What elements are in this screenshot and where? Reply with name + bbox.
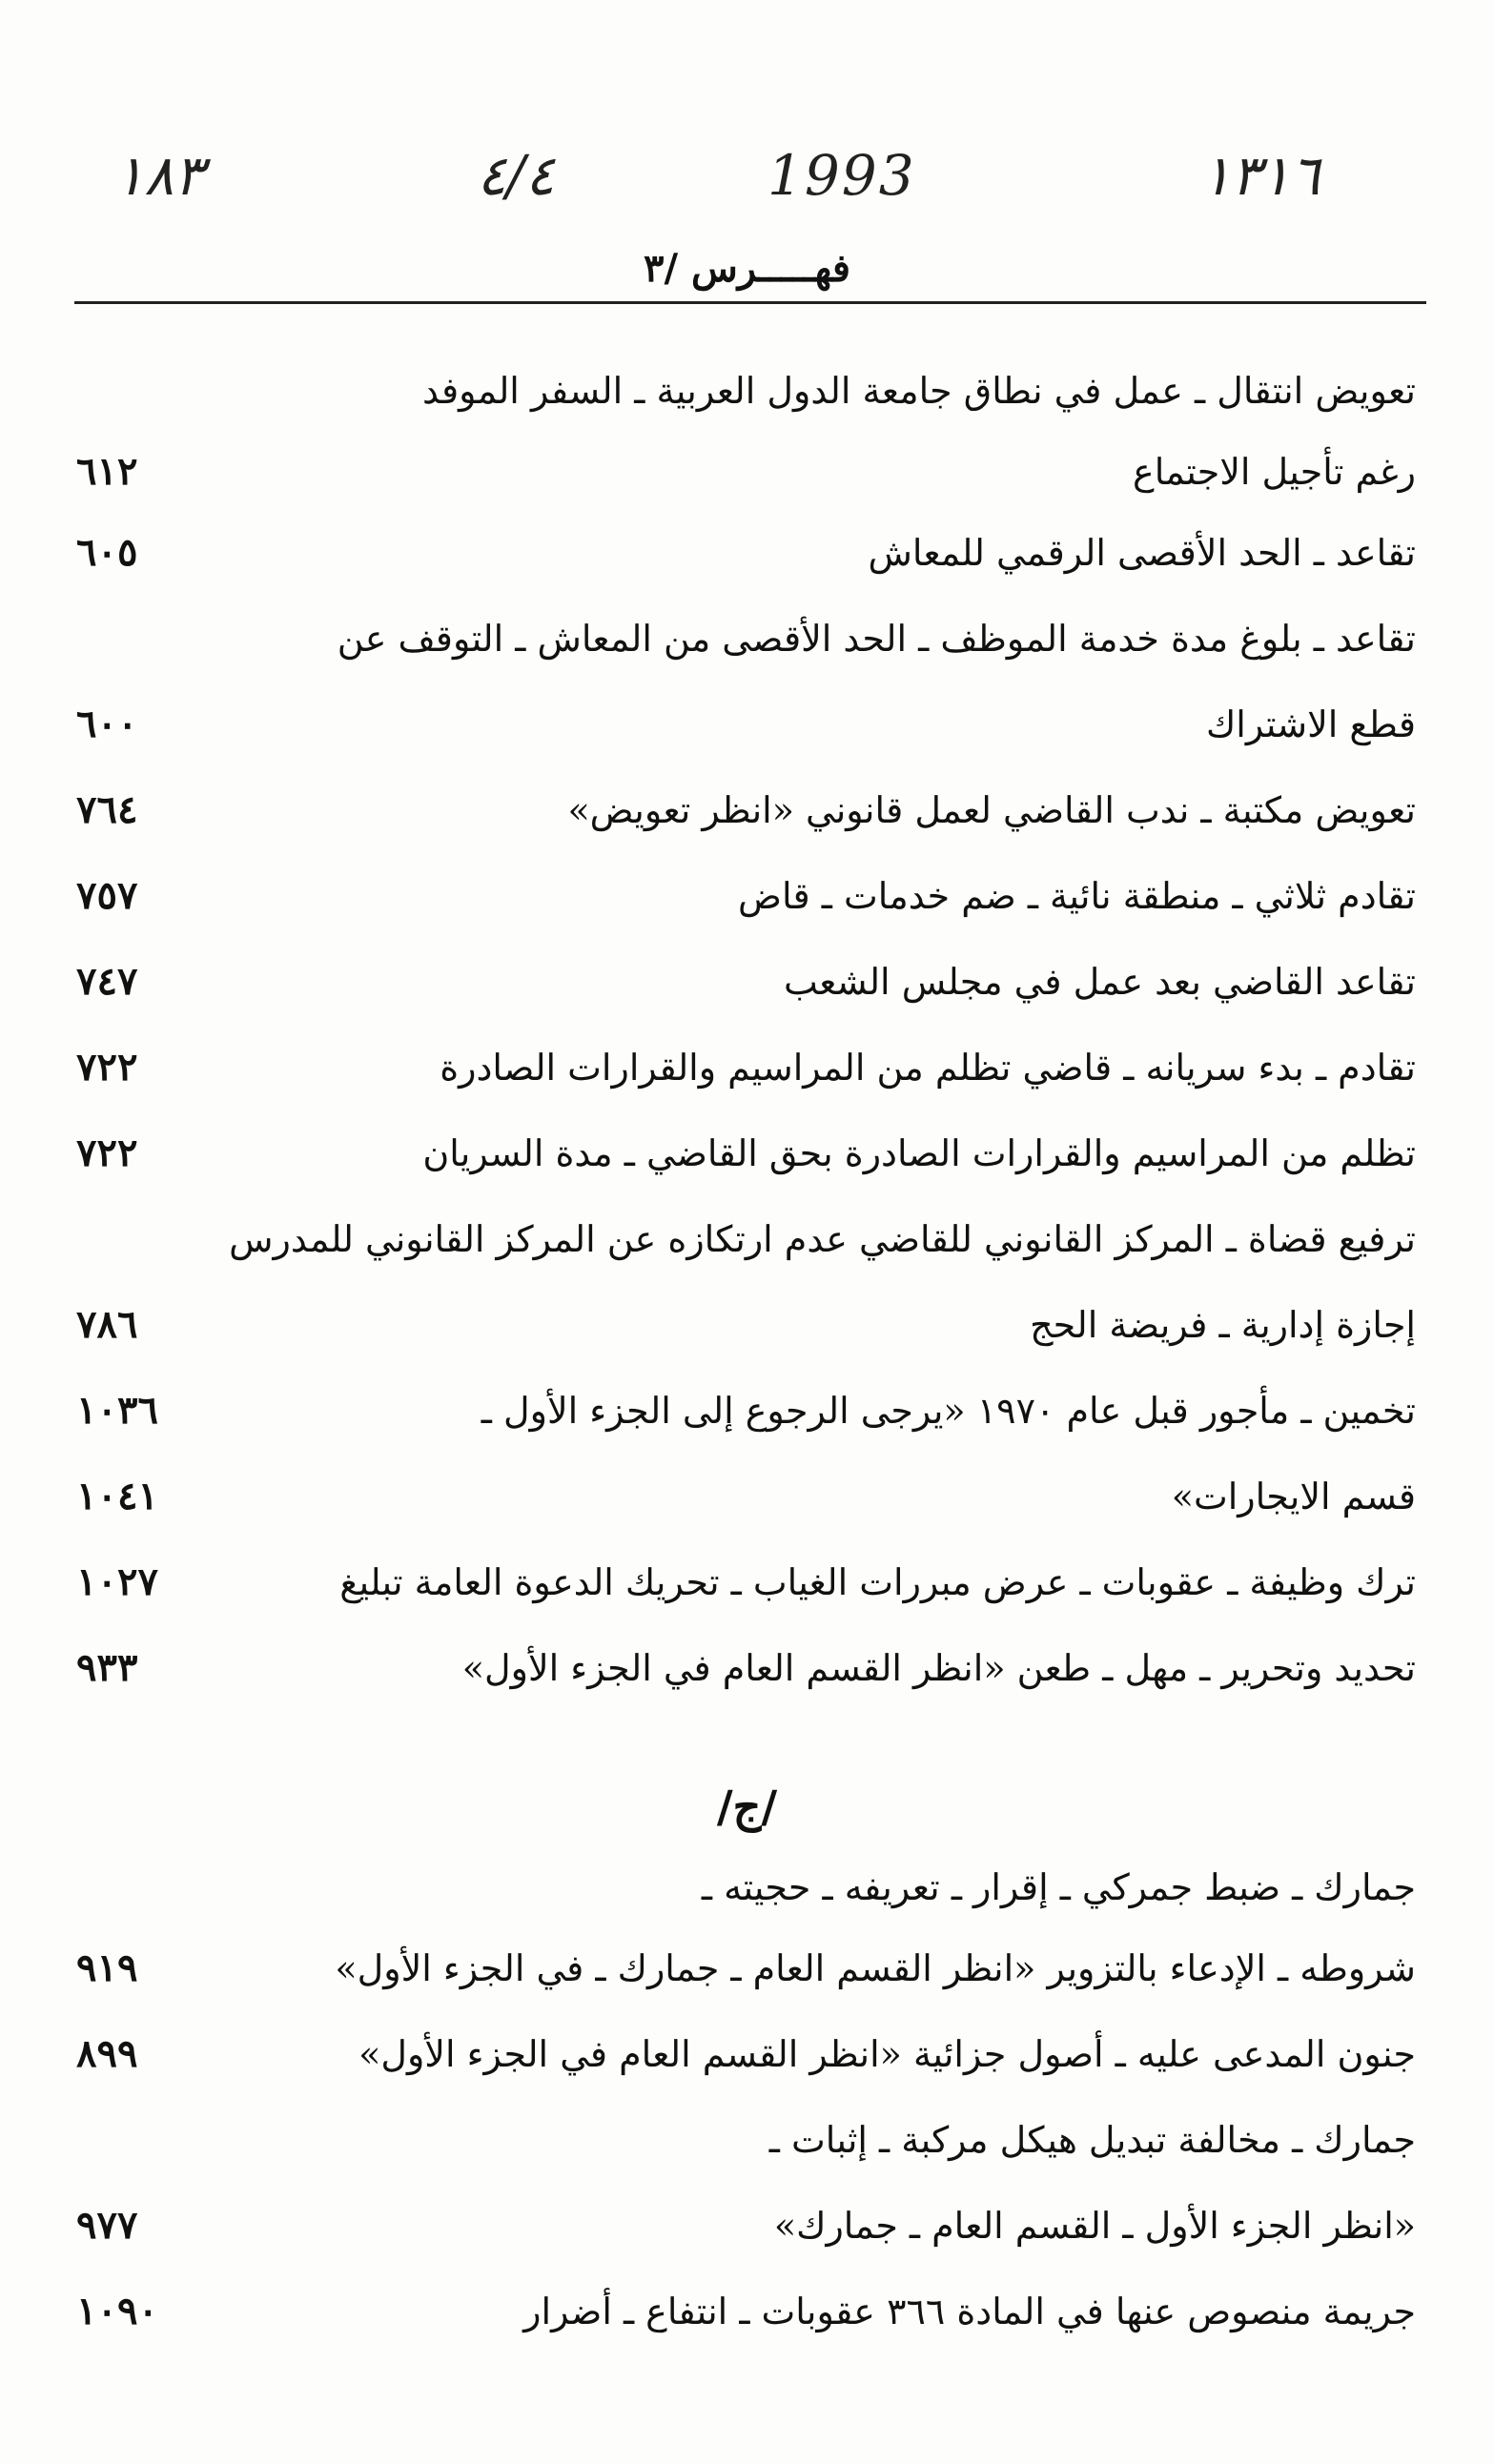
entry-text: تقاعد القاضي بعد عمل في مجلس الشعب [783, 961, 1416, 1003]
index-entry [0, 1635, 1494, 1701]
entry-page: ٨٩٩ [76, 2031, 138, 2076]
index-entry [0, 1292, 1494, 1358]
handwritten-note-year: 1993 [767, 143, 916, 208]
entry-page: ٧٨٦ [76, 1302, 138, 1347]
entry-page: ٧٢٢ [76, 1130, 138, 1175]
entry-text: قسم الايجارات» [1171, 1476, 1416, 1517]
index-entry [0, 519, 1494, 586]
handwritten-note-mid-left: ٤/٤ [477, 143, 555, 208]
index-entry [0, 2278, 1494, 2345]
entry-page: ٦١٢ [76, 449, 138, 494]
entry-text: جمارك ـ ضبط جمركي ـ إقرار ـ تعريفه ـ حجيته ـ [701, 1866, 1416, 1908]
entry-page: ٧٦٤ [76, 787, 138, 832]
entry-page: ٦٠٥ [76, 530, 138, 575]
index-entry [0, 1935, 1494, 2002]
index-entry [0, 1034, 1494, 1101]
handwritten-note-left: ١٨٣ [114, 143, 204, 208]
entry-text: تقادم ـ بدء سريانه ـ قاضي تظلم من المراسيم والقرارات الصادرة [440, 1047, 1416, 1089]
section-heading: /ج/ [716, 1781, 778, 1832]
entry-text: جمارك ـ مخالفة تبديل هيكل مركبة ـ إثبات ـ [768, 2119, 1416, 2161]
entry-text: تخمين ـ مأجور قبل عام ١٩٧٠ «يرجى الرجوع إلى الجزء الأول ـ [481, 1390, 1416, 1432]
index-entry [0, 691, 1494, 758]
entry-text: تعويض مكتبة ـ ندب القاضي لعمل قانوني «انظر تعويض» [567, 789, 1416, 831]
index-entry [0, 1206, 1494, 1273]
entry-page: ٩١٩ [76, 1945, 138, 1990]
entry-text: ترفيع قضاة ـ المركز القانوني للقاضي عدم ارتكازه عن المركز القانوني للمدرس [229, 1218, 1416, 1260]
entry-text: شروطه ـ الإدعاء بالتزوير «انظر القسم العام ـ جمارك ـ في الجزء الأول» [335, 1947, 1416, 1989]
entry-page: ١٠٤١ [76, 1474, 158, 1518]
entry-text: قطع الاشتراك [1205, 703, 1416, 745]
entry-text: تعويض انتقال ـ عمل في نطاق جامعة الدول العربية ـ السفر الموفد [422, 370, 1416, 412]
index-entry [0, 2192, 1494, 2259]
index-entry [0, 357, 1494, 424]
entry-page: ٧٤٧ [76, 959, 138, 1004]
entry-text: جريمة منصوص عنها في المادة ٣٦٦ عقوبات ـ انتفاع ـ أضرار [523, 2291, 1416, 2332]
entry-page: ١٠٩٠ [76, 2289, 158, 2333]
entry-text: إجازة إدارية ـ فريضة الحج [1030, 1304, 1416, 1346]
index-entry [0, 1463, 1494, 1530]
index-entry [0, 1549, 1494, 1616]
index-entry [0, 777, 1494, 844]
entry-text: «انظر الجزء الأول ـ القسم العام ـ جمارك» [773, 2205, 1416, 2247]
index-entry [0, 948, 1494, 1015]
entry-page: ٩٣٣ [76, 1645, 138, 1690]
page-title: فهـــــرس /٣ [643, 246, 851, 291]
entry-page: ١٠٣٦ [76, 1388, 158, 1433]
entry-text: تظلم من المراسيم والقرارات الصادرة بحق القاضي ـ مدة السريان [422, 1132, 1416, 1174]
index-entry [0, 605, 1494, 672]
handwritten-note-right: ١٣١٦ [1201, 143, 1320, 208]
index-entry [0, 2107, 1494, 2173]
index-entry [0, 2021, 1494, 2087]
index-entry [0, 1120, 1494, 1187]
index-entry [0, 1377, 1494, 1444]
entry-text: تقاعد ـ بلوغ مدة خدمة الموظف ـ الحد الأقصى من المعاش ـ التوقف عن [337, 618, 1416, 660]
entry-text: تقادم ثلاثي ـ منطقة نائية ـ ضم خدمات ـ قاض [738, 875, 1416, 917]
index-entry [0, 863, 1494, 929]
header-rule [74, 301, 1426, 304]
entry-text: تقاعد ـ الحد الأقصى الرقمي للمعاش [868, 532, 1416, 574]
entry-text: ترك وظيفة ـ عقوبات ـ عرض مبررات الغياب ـ تحريك الدعوة العامة تبليغ [339, 1561, 1416, 1603]
entry-page: ٧٢٢ [76, 1045, 138, 1089]
entry-page: ١٠٢٧ [76, 1559, 158, 1604]
entry-text: رغم تأجيل الاجتماع [1133, 451, 1416, 493]
entry-page: ٧٥٧ [76, 873, 138, 918]
index-entry [0, 438, 1494, 505]
entry-text: تحديد وتحرير ـ مهل ـ طعن «انظر القسم العام في الجزء الأول» [461, 1647, 1416, 1689]
entry-page: ٩٧٧ [76, 2203, 138, 2248]
entry-text: جنون المدعى عليه ـ أصول جزائية «انظر القسم العام في الجزء الأول» [358, 2033, 1416, 2075]
entry-page: ٦٠٠ [76, 702, 138, 746]
index-entry [0, 1854, 1494, 1921]
